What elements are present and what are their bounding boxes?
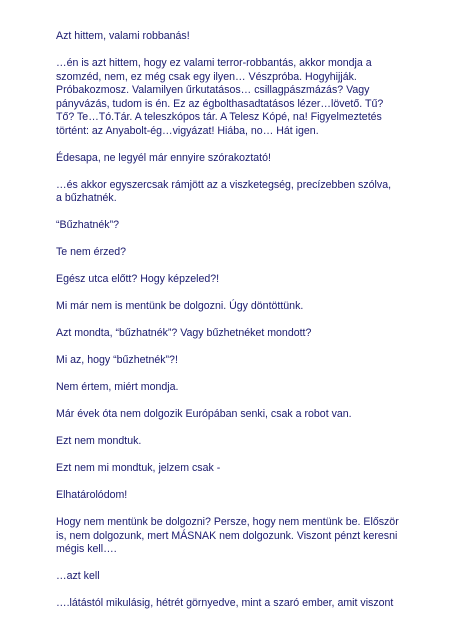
paragraph xyxy=(56,273,422,287)
paragraph xyxy=(56,597,422,611)
paragraph xyxy=(56,381,422,395)
paragraph xyxy=(56,300,422,314)
text-line: történt: az Anyabolt-ég…vigyázat! Hiába, no… Hát igen. xyxy=(56,124,319,137)
text-line: Ezt nem mondtuk. xyxy=(56,435,142,447)
paragraph xyxy=(56,489,422,503)
paragraph xyxy=(56,462,422,476)
text-line: a bűzhatnék. xyxy=(56,192,117,204)
text-line: Próbakozmosz. Valamilyen űrkutatásos… csillagpászmázás? Vagy xyxy=(56,84,370,96)
text-line: Te nem érzed? xyxy=(56,246,127,258)
paragraph xyxy=(56,435,422,449)
text-line: Tő? Te…Tó.Tár. A teleszkópos tár. A Telesz Kópé, na! Figyelmeztetés xyxy=(56,111,382,123)
paragraph xyxy=(56,516,422,557)
text-line: Már évek óta nem dolgozik Európában senki, csak a robot van. xyxy=(56,408,352,420)
text-line: …én is azt hittem, hogy ez valami terror-robbantás, akkor mondja a xyxy=(56,57,372,69)
paragraph xyxy=(56,354,422,368)
text-line: …azt kell xyxy=(56,570,100,582)
paragraph xyxy=(56,179,422,206)
text-line: Ezt nem mi mondtuk, jelzem csak - xyxy=(56,462,221,474)
text-line: ….látástól mikulásig, hétrét görnyedve, mint a szaró ember, amit viszont xyxy=(56,597,394,609)
paragraph xyxy=(56,57,422,138)
text-line: Mi már nem is mentünk be dolgozni. Úgy döntöttünk. xyxy=(56,300,304,312)
text-line: Azt mondta, “bűzhatnék”? Vagy bűzhetnéket mondott? xyxy=(56,327,312,339)
text-line: Édesapa, ne legyél már ennyire szórakoztató! xyxy=(56,151,271,164)
paragraph xyxy=(56,570,422,584)
text-line: Hogy nem mentünk be dolgozni? Persze, hogy nem mentünk be. Először xyxy=(56,516,399,528)
text-line: Azt hittem, valami robbanás! xyxy=(56,30,190,42)
text-line: Egész utca előtt? Hogy képzeled?! xyxy=(56,273,220,285)
text-line: mégis kell…. xyxy=(56,543,117,555)
paragraph xyxy=(56,327,422,341)
text-line: “Bűzhatnék”? xyxy=(56,219,120,231)
paragraph xyxy=(56,408,422,422)
paragraph xyxy=(56,152,422,166)
text-line: szomzéd, nem, ez még csak egy ilyen… Vészpróba. Hogyhijják. xyxy=(56,70,357,83)
text-line: Mi az, hogy “bűzhetnék”?! xyxy=(56,354,178,366)
paragraph xyxy=(56,246,422,260)
text-line: is, nem dolgozunk, mert MÁSNAK nem dolgozunk. Viszont pénzt keresni xyxy=(56,529,398,542)
text-line: Nem értem, miért mondja. xyxy=(56,381,179,393)
text-line: pányvázás, tudom is én. Ez az égbolthasadtatásos lézer…lövető. Tű? xyxy=(56,97,384,110)
paragraph xyxy=(56,30,422,44)
paragraph xyxy=(56,219,422,233)
text-line: …és akkor egyszercsak rámjött az a viszketegség, precízebben szólva, xyxy=(56,178,392,191)
text-line: Elhatárolódom! xyxy=(56,489,128,501)
